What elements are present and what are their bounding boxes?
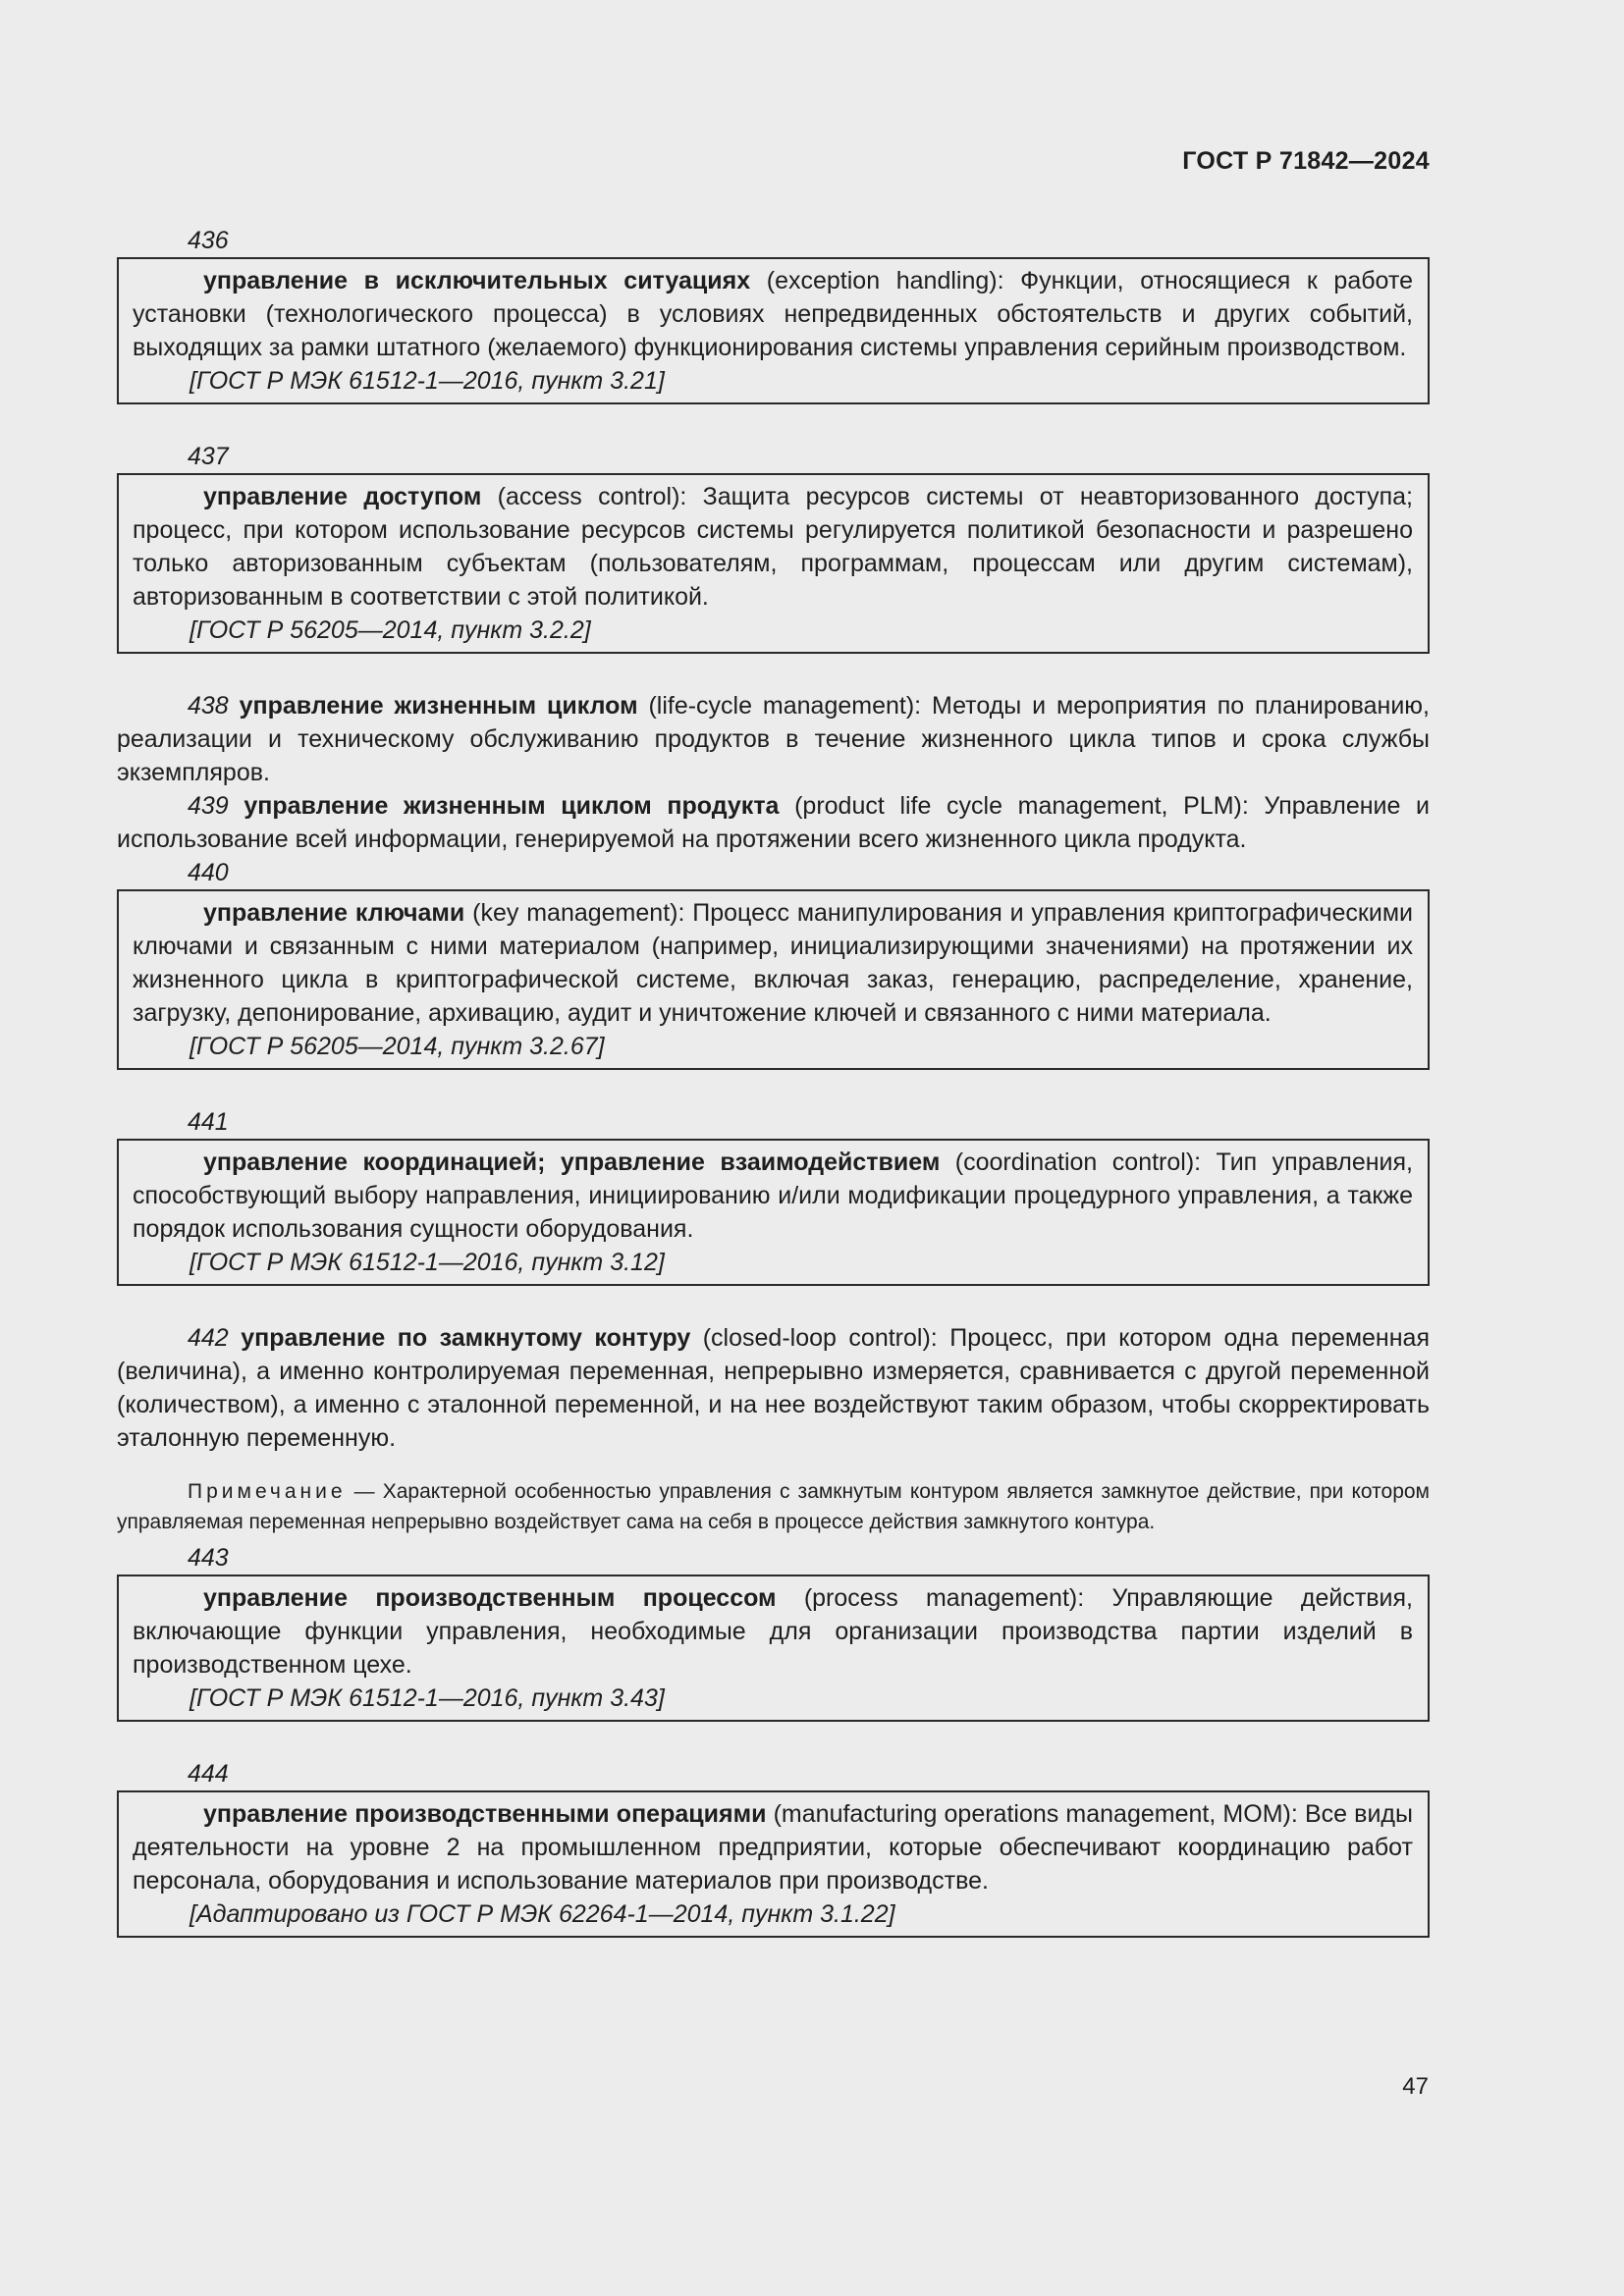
entry-number: 441	[188, 1108, 229, 1136]
definition-text: (key management): Процесс манипулирования и управления криптографическими ключами и связанным с ними материалом (например, инициализирующими значениями) на протяжении их жизненного цикла в криптографической системе, включая заказ, генерацию, распределение, хранение, загрузку, депонирование, архивацию, аудит и уничтожение ключей и связанного с ними материала.	[133, 899, 1413, 1027]
definition-text: (access control): Защита ресурсов системы от неавторизованного доступа; процесс, при котором использование ресурсов системы регулируется политикой безопасности и разрешено только авторизованным субъектам (пользователям, программам, процессам или другим системам), авторизованным в соответствии с этой политикой.	[133, 483, 1413, 611]
term-definition	[133, 1797, 1413, 1897]
term-box	[117, 1139, 1430, 1286]
term-definition	[133, 896, 1413, 1030]
definition-text: (process management): Управляющие действия, включающие функции управления, необходимые для организации производства партии изделий в производственном цехе.	[133, 1584, 1413, 1679]
term-definition	[117, 789, 1430, 856]
entry-number: 443	[188, 1544, 229, 1572]
standard-designation: ГОСТ Р 71842—2024	[1182, 147, 1430, 175]
definition-text: (closed-loop control): Процесс, при котором одна переменная (величина), а именно контролируемая переменная, непрерывно измеряется, сравнивается с другой переменной (количеством), а именно с эталонной переменной, и на нее воздействуют таким образом, чтобы скорректировать эталонную переменную.	[117, 1324, 1430, 1452]
term-definition	[133, 480, 1413, 614]
term: управление по замкнутому контуру	[241, 1324, 691, 1352]
entry-number: 436	[188, 227, 229, 254]
term: управление в исключительных ситуациях	[203, 267, 751, 294]
definition-text: (manufacturing operations management, MOM): Все виды деятельности на уровне 2 на промышленном предприятии, которые обеспечивают координацию работ персонала, оборудования и использование материалов при производстве.	[133, 1800, 1413, 1895]
source-reference: [ГОСТ Р МЭК 61512-1—2016, пункт 3.21]	[189, 367, 665, 395]
source-reference: [ГОСТ Р МЭК 61512-1—2016, пункт 3.43]	[189, 1684, 665, 1712]
definition-text: (exception handling): Функции, относящиеся к работе установки (технологического процесса) в условиях непредвиденных обстоятельств и других событий, выходящих за рамки штатного (желаемого) функционирования системы управления серийным производством.	[133, 267, 1413, 361]
term-box	[117, 473, 1430, 654]
source-reference: [Адаптировано из ГОСТ Р МЭК 62264-1—2014, пункт 3.1.22]	[189, 1900, 895, 1928]
term-box	[117, 1575, 1430, 1722]
terms-list	[117, 224, 1430, 1973]
entry-number: 440	[188, 859, 229, 886]
entry-number: 437	[188, 443, 229, 470]
entry-number: 442	[188, 1324, 229, 1352]
source-reference: [ГОСТ Р 56205—2014, пункт 3.2.67]	[189, 1033, 605, 1060]
term: управление координацией; управление взаимодействием	[203, 1148, 941, 1176]
term: управление жизненным циклом продукта	[244, 792, 780, 820]
source-reference: [ГОСТ Р 56205—2014, пункт 3.2.2]	[189, 616, 591, 644]
term-box	[117, 257, 1430, 404]
term-box	[117, 889, 1430, 1070]
term-definition	[117, 1321, 1430, 1455]
note-text: — Характерной особенностью управления с замкнутым контуром является замкнутое действие, при котором управляемая переменная непрерывно воздействует сама на себя в процессе действия замкнутого контура.	[117, 1480, 1430, 1533]
definition-text: (coordination control): Тип управления, способствующий выбору направления, инициированию и/или модификации процедурного управления, а также порядок использования сущности оборудования.	[133, 1148, 1413, 1243]
term: управление производственным процессом	[203, 1584, 777, 1612]
term: управление жизненным циклом	[239, 692, 638, 720]
term-definition	[117, 689, 1430, 789]
term-definition	[133, 1581, 1413, 1682]
term-box	[117, 1790, 1430, 1938]
note-label: Примечание	[188, 1480, 347, 1503]
definition-text: (life-cycle management): Методы и мероприятия по планированию, реализации и техническому обслуживанию продуктов в течение жизненного цикла типов и срока службы экземпляров.	[117, 692, 1431, 786]
note	[117, 1476, 1430, 1537]
term-definition	[133, 1146, 1413, 1246]
term: управление ключами	[203, 899, 465, 927]
entry-number: 444	[188, 1760, 229, 1788]
term: управление доступом	[203, 483, 482, 510]
term-definition	[133, 264, 1413, 364]
definition-text: (product life cycle management, PLM): Управление и использование всей информации, генерируемой на протяжении всего жизненного цикла продукта.	[117, 792, 1431, 853]
entry-number: 438	[188, 692, 229, 720]
term: управление производственными операциями	[203, 1800, 767, 1828]
entry-number: 439	[188, 792, 229, 820]
page-number: 47	[1402, 2073, 1429, 2100]
source-reference: [ГОСТ Р МЭК 61512-1—2016, пункт 3.12]	[189, 1249, 665, 1276]
